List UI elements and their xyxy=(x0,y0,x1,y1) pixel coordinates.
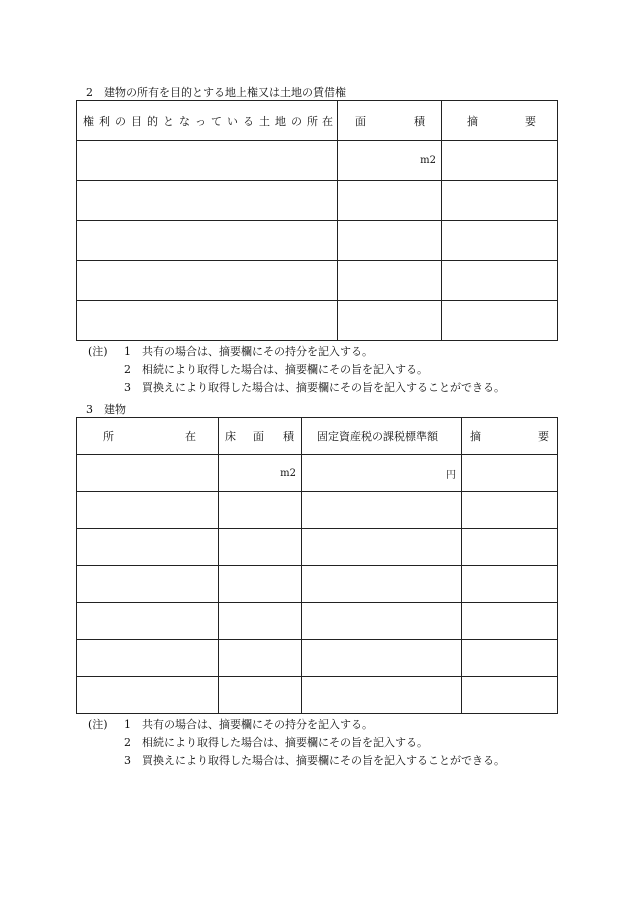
header-location-char: 地 xyxy=(275,114,286,128)
header-tax-value xyxy=(302,418,462,455)
tax-value-cell[interactable] xyxy=(302,566,462,603)
header-location-char: と xyxy=(163,114,174,128)
remarks-cell[interactable] xyxy=(442,141,558,181)
remarks-cell[interactable] xyxy=(462,603,558,640)
header-remarks-char: 摘 xyxy=(470,430,481,443)
header-floor-area-char: 積 xyxy=(283,430,294,443)
location-cell[interactable] xyxy=(77,566,219,603)
remarks-cell[interactable] xyxy=(462,455,558,492)
leasehold-table xyxy=(76,100,558,341)
remarks-cell[interactable] xyxy=(462,566,558,603)
table-row xyxy=(77,492,558,529)
note-number: 1 xyxy=(124,345,131,358)
floor-area-cell[interactable] xyxy=(219,603,302,640)
location-cell[interactable] xyxy=(77,603,219,640)
location-cell[interactable] xyxy=(77,455,219,492)
note-text: 買換えにより取得した場合は、摘要欄にその旨を記入することができる。 xyxy=(142,381,505,394)
table-header-row xyxy=(77,101,558,141)
table-row xyxy=(77,261,558,301)
header-remarks-char: 要 xyxy=(538,430,549,443)
notes2 xyxy=(88,343,588,397)
header-remarks xyxy=(442,101,558,141)
note-text: 買換えにより取得した場合は、摘要欄にその旨を記入することができる。 xyxy=(142,754,505,767)
floor-area-cell[interactable] xyxy=(219,492,302,529)
remarks-cell[interactable] xyxy=(462,677,558,714)
note-number: 2 xyxy=(124,363,131,376)
header-location-char: っ xyxy=(195,114,206,128)
header-location-char: 所 xyxy=(307,114,318,128)
header-location-char: 所 xyxy=(103,430,114,443)
location-cell[interactable] xyxy=(77,640,219,677)
notes-label: (注) xyxy=(88,345,108,358)
header-location-char: 目 xyxy=(131,114,142,128)
header-location-char: 利 xyxy=(99,114,110,128)
location-cell[interactable] xyxy=(77,141,338,181)
header-remarks-char: 要 xyxy=(525,114,536,128)
header-location xyxy=(77,418,219,455)
area-unit: m2 xyxy=(420,155,436,166)
note-item xyxy=(88,716,588,734)
table-header-row xyxy=(77,418,558,455)
area-cell[interactable] xyxy=(338,141,442,181)
location-cell[interactable] xyxy=(77,677,219,714)
header-location-char: い xyxy=(227,114,238,128)
tax-value-cell[interactable] xyxy=(302,529,462,566)
tax-value-cell[interactable] xyxy=(302,677,462,714)
area-cell[interactable] xyxy=(338,301,442,341)
header-location-char: て xyxy=(211,114,222,128)
table-row xyxy=(77,301,558,341)
header-location-char: 土 xyxy=(259,114,270,128)
notes3 xyxy=(88,716,588,770)
floor-area-unit: m2 xyxy=(280,467,296,479)
note-text: 相続により取得した場合は、摘要欄にその旨を記入する。 xyxy=(142,363,428,376)
header-location-char: 権 xyxy=(83,114,94,128)
table-row xyxy=(77,141,558,181)
table-row xyxy=(77,640,558,677)
location-cell[interactable] xyxy=(77,492,219,529)
table-row xyxy=(77,529,558,566)
location-cell[interactable] xyxy=(77,181,338,221)
area-cell[interactable] xyxy=(338,181,442,221)
tax-value-cell[interactable] xyxy=(302,492,462,529)
tax-value-cell[interactable] xyxy=(302,640,462,677)
location-cell[interactable] xyxy=(77,261,338,301)
header-area xyxy=(338,101,442,141)
remarks-cell[interactable] xyxy=(462,529,558,566)
note-item xyxy=(88,752,588,770)
header-remarks-char: 摘 xyxy=(467,114,478,128)
floor-area-cell[interactable] xyxy=(219,455,302,492)
notes-label: (注) xyxy=(88,718,108,731)
floor-area-cell[interactable] xyxy=(219,566,302,603)
header-floor-area-char: 床 xyxy=(225,430,236,443)
header-area-char: 面 xyxy=(355,114,366,128)
header-location-char: る xyxy=(243,114,254,128)
header-location-char: 在 xyxy=(185,430,196,443)
table-row xyxy=(77,455,558,492)
note-text: 共有の場合は、摘要欄にその持分を記入する。 xyxy=(142,718,373,731)
tax-value-cell[interactable] xyxy=(302,603,462,640)
header-location-char: な xyxy=(179,114,190,128)
floor-area-cell[interactable] xyxy=(219,640,302,677)
floor-area-cell[interactable] xyxy=(219,529,302,566)
table-row xyxy=(77,221,558,261)
note-number: 3 xyxy=(124,381,131,394)
table-row xyxy=(77,566,558,603)
location-cell[interactable] xyxy=(77,221,338,261)
location-cell[interactable] xyxy=(77,301,338,341)
note-item xyxy=(88,361,588,379)
area-cell[interactable] xyxy=(338,221,442,261)
header-area-char: 積 xyxy=(414,114,425,128)
header-location-char: の xyxy=(291,114,302,128)
header-location-char: の xyxy=(115,114,126,128)
note-item xyxy=(88,343,588,361)
tax-unit: 円 xyxy=(446,469,456,481)
remarks-cell[interactable] xyxy=(442,301,558,341)
note-text: 共有の場合は、摘要欄にその持分を記入する。 xyxy=(142,345,373,358)
section3-title: 3 建物 xyxy=(86,403,126,416)
note-item xyxy=(88,379,588,397)
note-text: 相続により取得した場合は、摘要欄にその旨を記入する。 xyxy=(142,736,428,749)
area-cell[interactable] xyxy=(338,261,442,301)
section2-title: 2 建物の所有を目的とする地上権又は土地の賃借権 xyxy=(86,86,346,99)
note-number: 2 xyxy=(124,736,131,749)
building-table xyxy=(76,417,558,714)
header-tax-value-label: 固定資産税の課税標準額 xyxy=(317,430,438,443)
remarks-cell[interactable] xyxy=(442,181,558,221)
tax-value-cell[interactable] xyxy=(302,455,462,492)
remarks-cell[interactable] xyxy=(442,261,558,301)
remarks-cell[interactable] xyxy=(462,640,558,677)
header-floor-area xyxy=(219,418,302,455)
floor-area-cell[interactable] xyxy=(219,677,302,714)
header-location-char: 的 xyxy=(147,114,158,128)
note-item xyxy=(88,734,588,752)
note-number: 1 xyxy=(124,718,131,731)
header-location xyxy=(77,101,338,141)
remarks-cell[interactable] xyxy=(462,492,558,529)
location-cell[interactable] xyxy=(77,529,219,566)
table-row xyxy=(77,181,558,221)
header-floor-area-char: 面 xyxy=(253,430,264,443)
header-remarks xyxy=(462,418,558,455)
note-number: 3 xyxy=(124,754,131,767)
table-row xyxy=(77,603,558,640)
table-row xyxy=(77,677,558,714)
remarks-cell[interactable] xyxy=(442,221,558,261)
header-location-char: 在 xyxy=(322,114,333,128)
